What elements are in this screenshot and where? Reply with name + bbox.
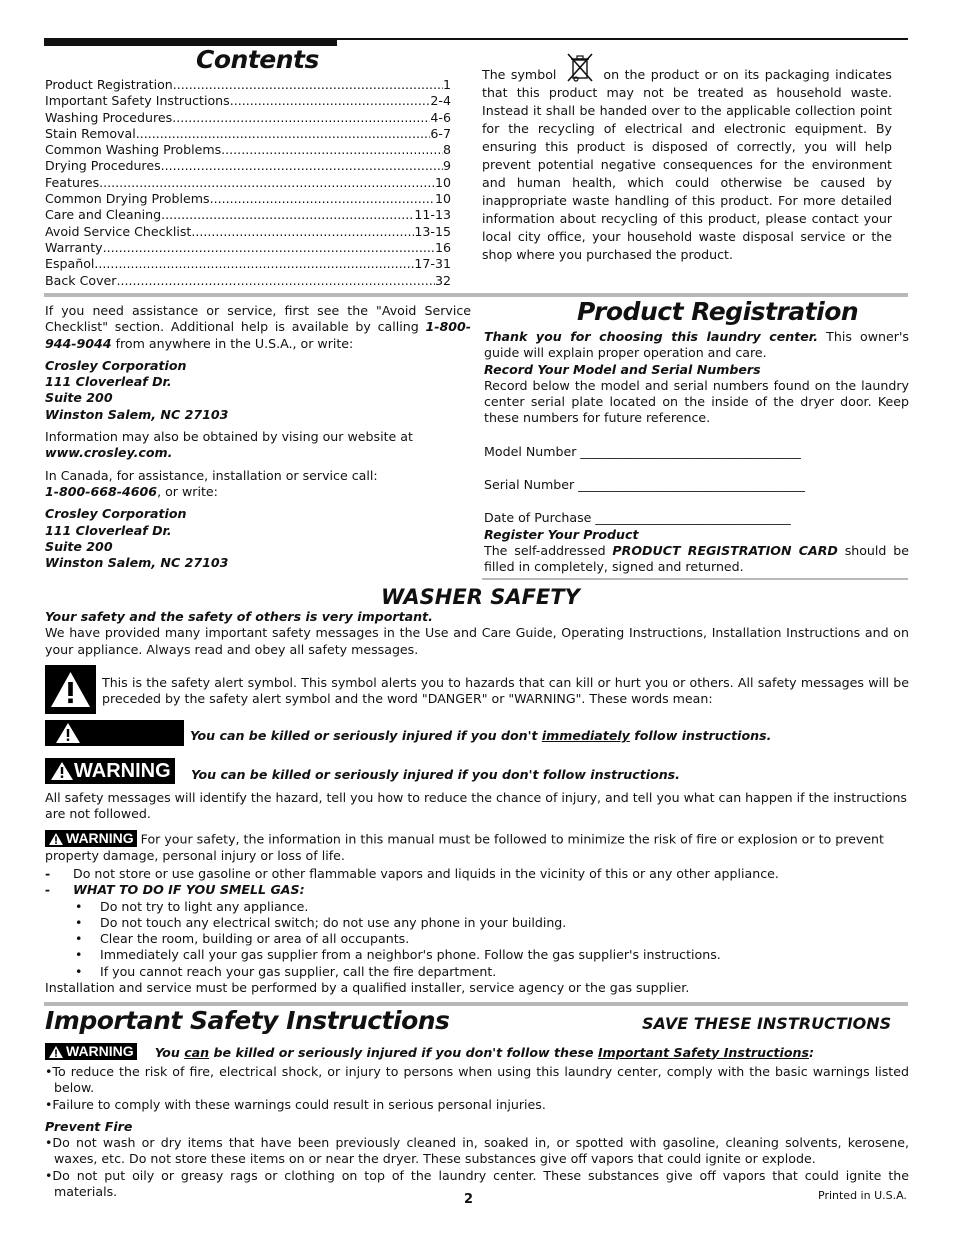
isi-title: Important Safety Instructions (45, 1006, 450, 1035)
toc-item: Common Washing Problems ..... 8 (45, 142, 451, 158)
website-link[interactable]: www.crosley.com. (45, 445, 173, 461)
phone-us: 1-800-944-9044 (45, 319, 471, 351)
danger-label (45, 720, 184, 746)
save-instructions: SAVE THESE INSTRUCTIONS (642, 1014, 892, 1033)
crossed-bin-icon (562, 65, 598, 83)
registration-block: Thank you for choosing this laundry center. This owner's guide will explain proper operation and care. Record Your Model and Serial Numbers Record below the model and serial numbers found on the laundry center serial plate located on the inside of the dryer door. Keep these numbers for future reference. Model Number ___________________________________ Serial Number ____________________________________ Date of Purchase _______________________________ Register Your Product The self-addressed PRODUCT REGISTRATION CARD should be filled in completely, signed and returned. (484, 329, 909, 575)
list-item: • Clear the room, building or area of all occupants. (45, 931, 909, 947)
model-number-field: Model Number ___________________________________ (484, 443, 801, 459)
list-item: • Do not touch any electrical switch; do not use any phone in your building. (45, 915, 909, 931)
warning-badge-small: WARNING (45, 830, 137, 847)
toc-item: Important Safety Instructions ..... 2-4 (45, 93, 451, 109)
page-number: 2 (464, 1192, 474, 1207)
warning-badge-small: WARNING (45, 1043, 137, 1060)
alert-symbol-text: This is the safety alert symbol. This symbol alerts you to hazards that can kill or hurt you or others. All safety messages will be preceded by the safety alert symbol and the word "DANGER" or "WARNING". These words mean: (102, 675, 909, 707)
address-canada: Crosley Corporation 111 Cloverleaf Dr. Suite 200 Winston Salem, NC 27103 (45, 506, 229, 571)
registration-title: Product Registration (577, 297, 859, 326)
toc-item: Features ..... 10 (45, 175, 451, 191)
weee-text-pre: The symbol (482, 67, 557, 82)
list-item: • Do not try to light any appliance. (45, 899, 909, 915)
record-text: Record below the model and serial numbers found on the laundry center serial plate located on the inside of the dryer door. Keep these numbers for future reference. (484, 377, 909, 426)
serial-number-field: Serial Number ____________________________________ (484, 477, 805, 493)
prevent-fire-heading: Prevent Fire (45, 1118, 133, 1134)
washer-safety-title: WASHER SAFETY (381, 585, 580, 609)
toc-item: Avoid Service Checklist ..... 13-15 (45, 224, 451, 240)
warning-text: You can be killed or seriously injured if you don't follow instructions. (191, 767, 680, 782)
toc-item: Care and Cleaning ..... 11-13 (45, 207, 451, 223)
purchase-date-field: Date of Purchase _______________________________ (484, 510, 791, 526)
washer-safety-intro: Your safety and the safety of others is very important. We have provided many important safety messages in the Use and Care Guide, Operating Instructions, Installation Instructions and on your appliance. Always read and obey all safety messages. (45, 609, 909, 657)
contents-list (45, 77, 451, 289)
registration-divider (482, 578, 908, 580)
register-heading: Register Your Product (484, 526, 639, 542)
danger-text: You can be killed or seriously injured if you don't immediately follow instructions. (190, 728, 772, 743)
canada-intro: In Canada, for assistance, installation or service call: (45, 467, 378, 483)
record-heading: Record Your Model and Serial Numbers (484, 361, 761, 377)
fire-warning: WARNING For your safety, the information in this manual must be followed to minimize the risk of fire or explosion or to prevent property damage, personal injury or loss of life. (45, 830, 884, 863)
toc-item: Stain Removal ..... 6-7 (45, 126, 451, 142)
warning-badge-large: WARNING (45, 758, 175, 784)
toc-item: Drying Procedures ..... 9 (45, 158, 451, 174)
weee-text: on the product or on its packaging indicates that this product may not be treated as household waste. Instead it shall be handed over to the applicable collection point for the recycling of electrical and electronic equipment. By ensuring this product is disposed of correctly, you will help prevent potential negative consequences for the environment and human health, which could otherwise be caused by inappropriate waste handling of this product. For more detailed information about recycling of this product, please contact your local city office, your household waste disposal service or the shop where you purchased the product. (482, 67, 892, 262)
installation-note: Installation and service must be performed by a qualified installer, service agency or the gas supplier. (45, 980, 690, 996)
assistance-block: If you need assistance or service, first see the "Avoid Service Checklist" section. Additional help is available by calling 1-800-944-9044 from anywhere in the U.S.A., or write: Crosley Corporation 111 Cloverleaf Dr. Suite 200 Winston Salem, NC 27103 Information may also be obtained by vising our website at www.crosley.com. In Canada, for assistance, installation or service call: 1-800-668-4606, or write: Crosley Corporation 111 Cloverleaf Dr. Suite 200 Winston Salem, NC 27103 (45, 303, 471, 571)
printed-in: Printed in U.S.A. (818, 1189, 907, 1202)
toc-item: Back Cover ..... 32 (45, 273, 451, 289)
gas-steps-list (45, 899, 909, 980)
website-intro: Information may also be obtained by vising our website at (45, 429, 413, 445)
gas-instructions: - Do not store or use gasoline or other flammable vapors and liquids in the vicinity of this or any other appliance. - WHAT TO DO IF YOU SMELL GAS: • Do not try to light any appliance. • Do not touch any electrical switch; do not use any phone in your building. • Clear the room, building or area of all occupants. • Immediately call your gas supplier from a neighbor's phone. Follow the gas supplier's instructions. • If you cannot reach your gas supplier, call the fire department. Installation and service must be performed by a qualified installer, service agency or the gas supplier. (45, 866, 909, 996)
weee-notice (482, 65, 892, 264)
list-item: • If you cannot reach your gas supplier, call the fire department. (45, 964, 909, 980)
isi-warning: WARNING You can be killed or seriously injured if you don't follow these Important Safety Instructions: (45, 1043, 909, 1061)
toc-item: Washing Procedures ..... 4-6 (45, 110, 451, 126)
toc-item: Warranty ..... 16 (45, 240, 451, 256)
list-item: • Immediately call your gas supplier from a neighbor's phone. Follow the gas supplier's instructions. (45, 947, 909, 963)
phone-canada: 1-800-668-4606 (45, 483, 158, 499)
warning-triangle-icon (50, 761, 74, 781)
contents-title: Contents (196, 45, 319, 74)
safety-alert-icon (45, 665, 96, 714)
all-messages-text: All safety messages will identify the hazard, tell you how to reduce the chance of injury, and tell you what can happen if the instructions are not followed. (45, 790, 907, 822)
address-us: Crosley Corporation 111 Cloverleaf Dr. Suite 200 Winston Salem, NC 27103 (45, 357, 229, 422)
toc-item: Common Drying Problems ..... 10 (45, 191, 451, 207)
toc-item: Product Registration ..... 1 (45, 77, 451, 93)
isi-body: •To reduce the risk of fire, electrical shock, or injury to persons when using this laundry center, comply with the basic warnings listed below. •Failure to comply with these warnings could result in serious personal injuries. Prevent Fire •Do not wash or dry items that have been previously cleaned in, soaked in, or spotted with gasoline, cleaning solvents, kerosene, waxes, etc. Do not store these items on or near the dryer. These substances give off vapors that could ignite or explode. •Do not put oily or greasy rags or clothing on top of the laundry center. These substances give off vapors that could ignite the materials. (45, 1064, 909, 1200)
toc-item: Español ..... 17-31 (45, 256, 451, 272)
